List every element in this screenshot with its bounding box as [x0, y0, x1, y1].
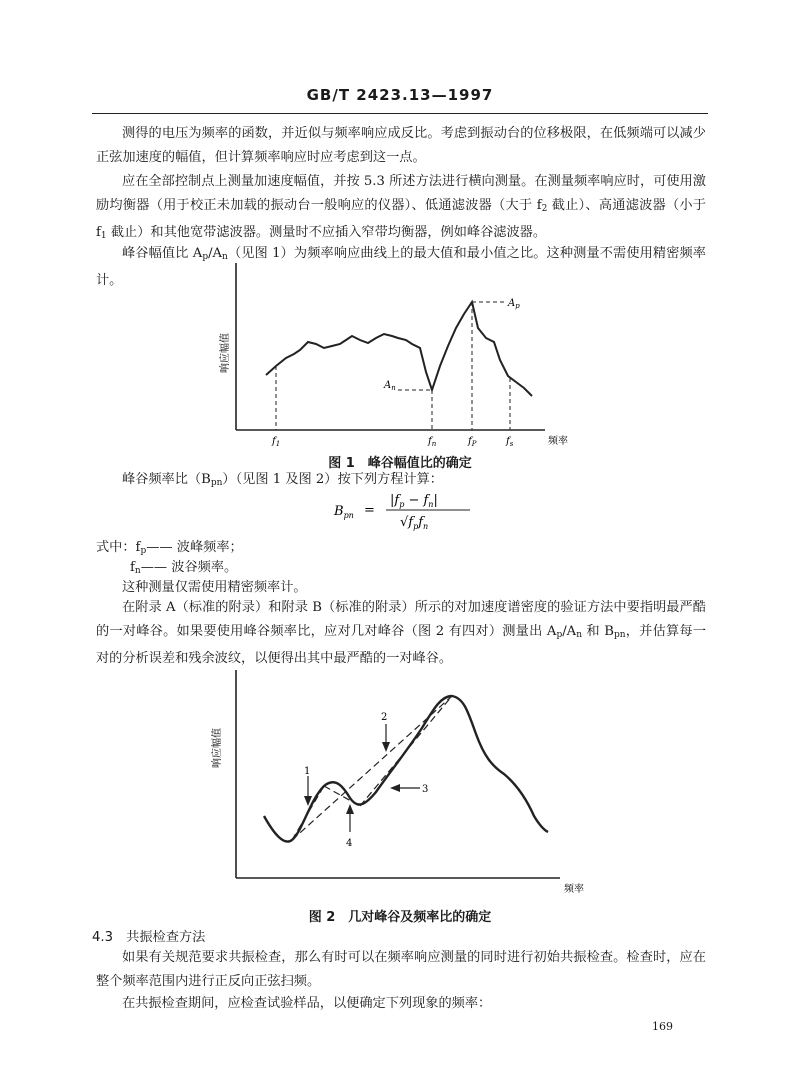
- marker-2-arrowhead: [382, 742, 390, 752]
- subscript: n: [134, 566, 141, 576]
- text-run: 应在全部控制点上测量加速度幅值，并按 5.3 所述方法进行横向测量。在测量频率响应时，可使用激励均衡器（用于校正未加载的振动台一般响应的仪器）、低通滤波器（大于 f: [96, 174, 706, 213]
- an-label: $A_n$: [384, 380, 396, 392]
- text-run: 在附录 A（标准的附录）和附录 B（标准的附录）所示的对加速度谱密度的验证方法中要指明最严酷的一对峰谷。如果要使用峰谷频率比，应对几对峰谷（图 2 有四对）测量出 A: [96, 600, 706, 639]
- paragraph-6: [96, 596, 706, 671]
- y-axis-label: 响应幅值: [212, 728, 223, 768]
- text-run: ，并估算每一对的分析误差和残余波纹，以便得出其中最严酷的一对峰谷。: [96, 624, 707, 666]
- text-run: 峰谷频率比（B: [122, 472, 211, 487]
- subscript: p: [140, 546, 147, 556]
- paragraph-5: 这种测量仅需使用精密频率计。: [122, 580, 307, 595]
- f1-tick-label: $f_1$: [272, 436, 281, 448]
- figure-1-graph: [200, 258, 600, 458]
- dashed-pair-line-a: [292, 696, 452, 840]
- text-run: 和 B: [582, 624, 614, 639]
- formula-equals: =: [364, 503, 375, 518]
- text-run: （见图 1）为频率响应曲线上的最大值和最小值之比。这种测量不需使用精密频率计。: [96, 246, 706, 288]
- text-run: 式中：f: [96, 540, 141, 555]
- subscript: pn: [613, 630, 626, 640]
- dashed-pair-line-d: [360, 696, 452, 806]
- header-rule: [92, 113, 708, 114]
- x-axis-label: 频率: [564, 884, 584, 895]
- subscript: 1: [100, 231, 107, 241]
- fn-tick-label: $f_n$: [428, 436, 437, 448]
- formula-denominator: $√f_pf_n$: [400, 515, 429, 531]
- paragraph-1: 测得的电压为频率的函数，并近似与频率响应成反比。考虑到振动台的位移极限，在低频端可以减少正弦加速度的幅值，但计算频率响应时应考虑到这一点。: [96, 126, 706, 165]
- paragraph-8: 在共振检查期间，应检查试验样品，以便确定下列现象的频率：: [122, 996, 492, 1011]
- subscript: n: [576, 630, 582, 640]
- paragraph-2: [96, 170, 706, 248]
- text-run: ）（见图 1 及图 2）按下列方程计算：: [222, 472, 443, 487]
- text-run: /A: [208, 246, 223, 261]
- marker-3-label: 3: [422, 784, 429, 795]
- marker-4-arrowhead: [346, 804, 354, 814]
- subscript: 2: [541, 204, 548, 214]
- text-run: —— 波峰频率；: [146, 540, 243, 555]
- ap-label: $A_p$: [508, 298, 520, 310]
- paragraph-7: 如果有关规范要求共振检查，那么有时可以在频率响应测量的同时进行初始共振检查。检查时，应在整个频率范围内进行正反向正弦扫频。: [96, 950, 706, 989]
- text-run: —— 波谷频率。: [140, 560, 238, 575]
- formula-bpn: [330, 488, 480, 534]
- subscript: pn: [210, 478, 223, 488]
- section-4-3-heading: 4.3 共振检查方法: [92, 930, 206, 945]
- y-axis-label: 响应幅值: [220, 333, 231, 373]
- formula-numerator: $|f_p - f_n|$: [390, 493, 438, 509]
- fs-tick-label: $f_s$: [506, 436, 514, 448]
- figure-2-caption: 图 2 几对峰谷及频率比的确定: [308, 910, 492, 925]
- subscript: n: [222, 252, 228, 262]
- subscript: p: [556, 630, 563, 640]
- marker-1-label: 1: [304, 766, 311, 777]
- figure-2-graph: [200, 668, 620, 908]
- response-curve: [266, 302, 532, 396]
- text-run: 峰谷幅值比 A: [122, 246, 203, 261]
- marker-3-arrowhead: [390, 784, 400, 792]
- figure-1-caption: 图 1 峰谷幅值比的确定: [328, 456, 472, 471]
- page-header: GB/T 2423.13—1997: [306, 86, 494, 104]
- marker-4-label: 4: [346, 838, 353, 849]
- fp-tick-label: $f_P$: [468, 436, 477, 448]
- text-run: 截止）、高通滤波器（小于 f: [96, 198, 706, 240]
- formula-lhs: $B_{pn}$: [334, 504, 354, 520]
- page-number: 169: [652, 1020, 673, 1033]
- x-axis-label: 频率: [548, 436, 568, 447]
- text-run: /A: [562, 624, 577, 639]
- text-run: f: [130, 560, 135, 575]
- marker-2-label: 2: [381, 712, 388, 723]
- dashed-pair-line-c: [324, 786, 360, 806]
- text-run: 截止）和其他宽带滤波器。测量时不应插入窄带均衡器，例如峰谷滤波器。: [106, 225, 547, 240]
- subscript: p: [202, 252, 209, 262]
